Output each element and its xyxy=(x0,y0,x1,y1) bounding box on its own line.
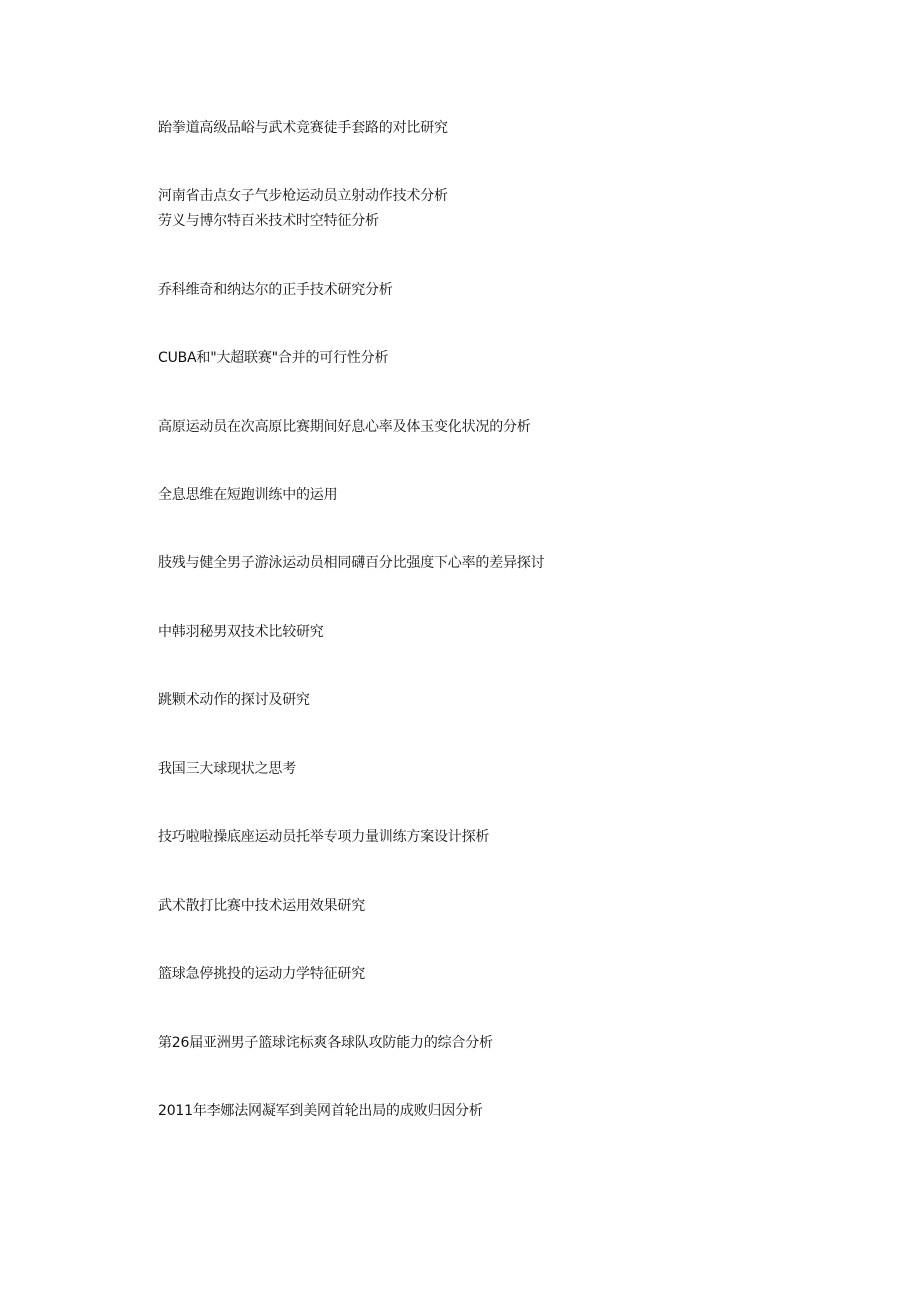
title-line: 高原运动员在次高原比赛期间好息心率及体玉变化状况的分析 xyxy=(158,419,531,435)
title-line: 跆拳道高级品峪与武术竞赛徒手套路的对比研究 xyxy=(158,120,448,136)
title-line: 武术散打比赛中技术运用效果研究 xyxy=(158,898,365,914)
title-line: 河南省击点女子气步枪运动员立射动作技术分析 xyxy=(158,188,448,204)
title-line: 劳义与博尔特百米技术时空特征分析 xyxy=(158,213,379,229)
title-line: 乔科维奇和纳达尔的正手技术研究分析 xyxy=(158,282,393,298)
title-line: 第26届亚洲男子篮球诧标爽各球队攻防能力的综合分析 xyxy=(158,1035,493,1051)
title-line: 中韩羽秘男双技术比较研究 xyxy=(158,624,324,640)
title-line: 篮球急停挑投的运动力学特征研究 xyxy=(158,966,365,982)
title-line: 我国三大球现状之思考 xyxy=(158,761,296,777)
title-line: 技巧啦啦操底座运动员托举专项力量训练方案设计探析 xyxy=(158,829,490,845)
title-line: 肢残与健全男子游泳运动员相同礴百分比强度下心率的差异探讨 xyxy=(158,555,545,571)
title-line: 全息思维在短跑训练中的运用 xyxy=(158,487,338,503)
title-line: CUBA和"大超联赛"合并的可行性分析 xyxy=(158,350,389,366)
title-line: 2011年李娜法网凝军到美网首轮出局的成败归因分析 xyxy=(158,1103,483,1119)
title-line: 跳颗术动作的探讨及研究 xyxy=(158,692,310,708)
